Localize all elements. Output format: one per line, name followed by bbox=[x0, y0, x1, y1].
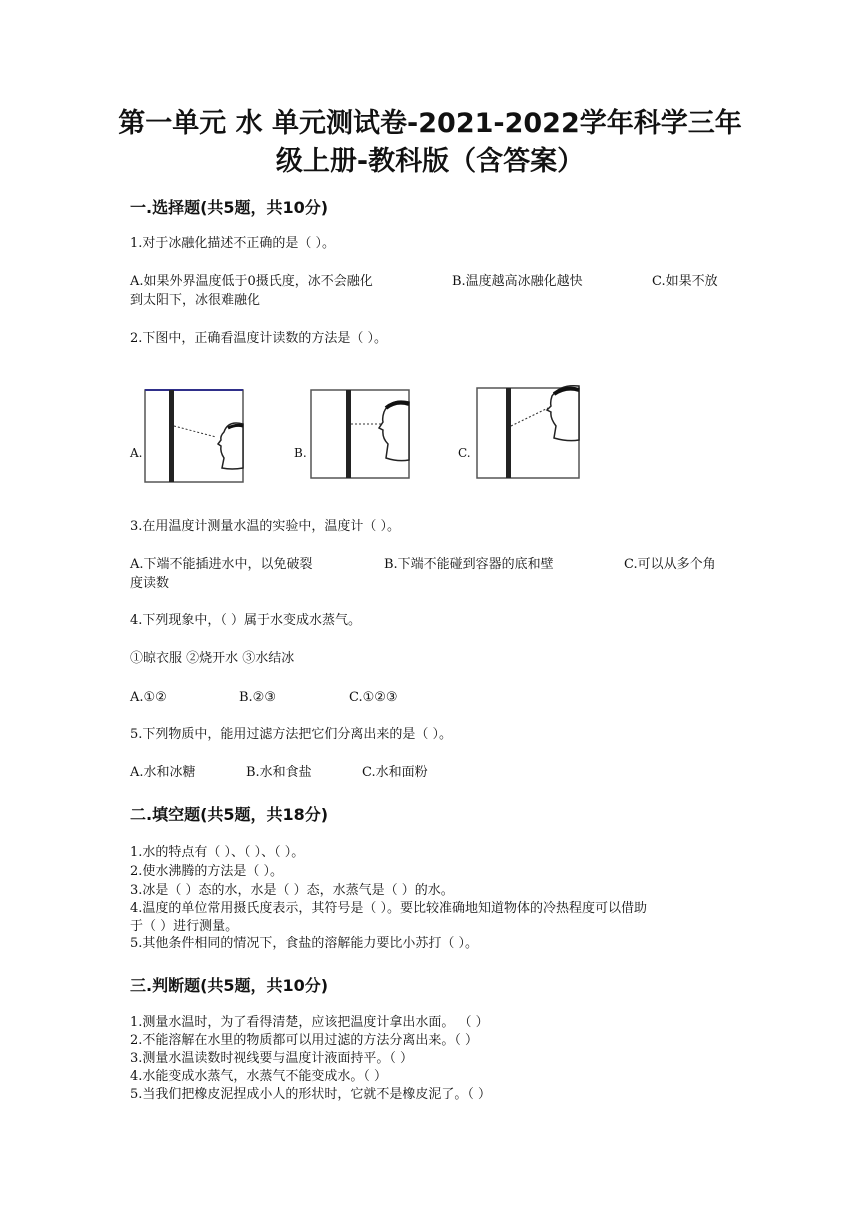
fill-q5: 5.其他条件相同的情况下，食盐的溶解能力要比小苏打（ ）。 bbox=[130, 936, 479, 951]
q3-option-c: C.可以从多个角 bbox=[624, 557, 716, 572]
q5-stem: 5.下列物质中，能用过滤方法把它们分离出来的是（ ）。 bbox=[130, 727, 453, 742]
exam-title-line-2: 级上册-教科版（含答案） bbox=[275, 146, 585, 177]
q1-option-b: B.温度越高冰融化越快 bbox=[452, 274, 583, 289]
q2-figure-b-thermometer-reading-image bbox=[310, 388, 410, 480]
judge-q4: 4.水能变成水蒸气，水蒸气不能变成水。（ ） bbox=[130, 1069, 388, 1084]
judge-q1: 1.测量水温时，为了看得清楚，应该把温度计拿出水面。 （ ） bbox=[130, 1015, 489, 1030]
fill-q1: 1.水的特点有（ ）、（ ）、（ ）。 bbox=[130, 845, 305, 860]
q1-stem: 1.对于冰融化描述不正确的是（ ）。 bbox=[130, 236, 336, 251]
q3-option-a: A.下端不能插进水中，以免破裂 bbox=[130, 557, 313, 572]
q4-stem: 4.下列现象中，（ ）属于水变成水蒸气。 bbox=[130, 613, 362, 628]
q2-stem: 2.下图中，正确看温度计读数的方法是（ ）。 bbox=[130, 331, 388, 346]
fill-q4-line1: 4.温度的单位常用摄氏度表示，其符号是（ ）。要比较准确地知道物体的冷热程度可以借助 bbox=[130, 901, 648, 916]
section-fill-blank-heading: 二.填空题(共5题，共18分) bbox=[130, 805, 329, 824]
q1-option-a: A.如果外界温度低于0摄氏度，冰不会融化 bbox=[130, 274, 373, 289]
exam-title-line-1: 第一单元 水 单元测试卷-2021-2022学年科学三年 bbox=[118, 108, 742, 139]
q2-figure-c-label: C. bbox=[458, 446, 471, 460]
fill-q2: 2.使水沸腾的方法是（ ）。 bbox=[130, 864, 284, 879]
q2-figure-b-label: B. bbox=[294, 446, 307, 460]
q3-option-b: B.下端不能碰到容器的底和壁 bbox=[384, 557, 554, 572]
q5-option-a: A.水和冰糖 bbox=[130, 765, 196, 780]
q4-option-c: C.①②③ bbox=[349, 690, 398, 705]
q1-option-c-continued: 到太阳下，冰很难融化 bbox=[130, 293, 261, 308]
q3-option-c-continued: 度读数 bbox=[130, 576, 170, 591]
q2-figure-a-label: A. bbox=[130, 446, 143, 460]
q4-option-a: A.①② bbox=[130, 690, 167, 705]
q1-option-c: C.如果不放 bbox=[652, 274, 718, 289]
judge-q2: 2.不能溶解在水里的物质都可以用过滤的方法分离出来。（ ） bbox=[130, 1033, 479, 1048]
fill-q4-line2: 于（ ）进行测量。 bbox=[130, 919, 239, 934]
judge-q3: 3.测量水温读数时视线要与温度计液面持平。（ ） bbox=[130, 1051, 414, 1066]
q4-option-b: B.②③ bbox=[239, 690, 276, 705]
q2-figure-a-thermometer-reading-image bbox=[144, 388, 244, 484]
section-choice-heading: 一.选择题(共5题，共10分) bbox=[130, 198, 329, 217]
q4-items: ①晾衣服 ②烧开水 ③水结冰 bbox=[130, 651, 295, 666]
q5-option-c: C.水和面粉 bbox=[362, 765, 428, 780]
q2-figure-c-thermometer-reading-image bbox=[476, 384, 582, 480]
q3-stem: 3.在用温度计测量水温的实验中，温度计（ ）。 bbox=[130, 519, 401, 534]
section-true-false-heading: 三.判断题(共5题，共10分) bbox=[130, 976, 329, 995]
fill-q3: 3.冰是（ ）态的水，水是（ ）态，水蒸气是（ ）的水。 bbox=[130, 883, 454, 898]
q5-option-b: B.水和食盐 bbox=[246, 765, 312, 780]
judge-q5: 5.当我们把橡皮泥捏成小人的形状时，它就不是橡皮泥了。（ ） bbox=[130, 1087, 492, 1102]
